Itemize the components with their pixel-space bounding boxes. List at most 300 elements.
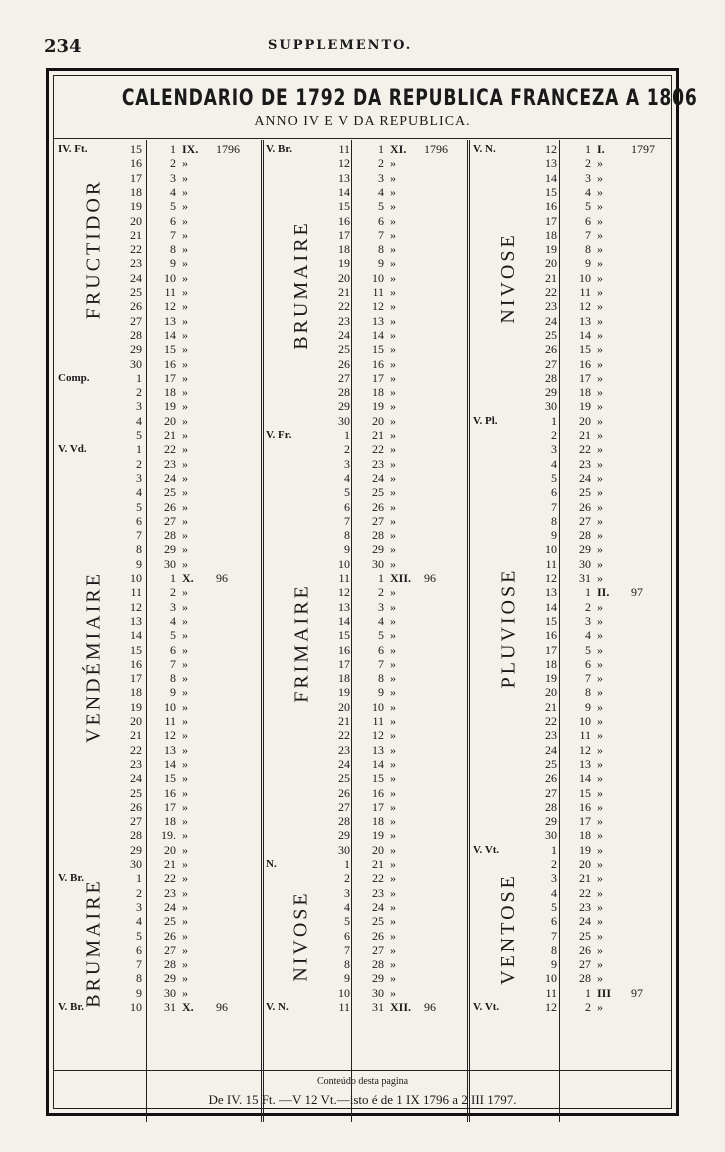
republican-day: 19 [545, 671, 557, 686]
republican-day: 18 [338, 242, 350, 257]
gregorian-month: » [390, 413, 396, 428]
calendar-table [46, 68, 698, 1116]
gregorian-month: » [182, 871, 188, 886]
gregorian-month: » [182, 699, 188, 714]
footer-summary [54, 1092, 671, 1108]
gregorian-year: 96 [216, 1000, 228, 1014]
republican-day: 11 [338, 142, 350, 156]
gregorian-month: » [390, 356, 396, 371]
republican-day: 10 [545, 542, 557, 557]
day-row [264, 714, 468, 728]
republican-month-label: N. [266, 858, 277, 870]
gregorian-month: » [597, 885, 603, 900]
day-row [471, 600, 675, 614]
republican-day: 7 [551, 928, 557, 943]
gregorian-month: » [390, 299, 396, 314]
day-row [471, 957, 675, 971]
republican-day: 11 [338, 1000, 350, 1014]
gregorian-year: 97 [631, 985, 643, 1000]
gregorian-month: » [597, 899, 603, 914]
gregorian-day: 25 [372, 485, 384, 500]
gregorian-day: 13 [372, 313, 384, 328]
republican-day: 21 [130, 227, 142, 242]
republican-day: 25 [130, 785, 142, 800]
gregorian-day: 21 [372, 857, 384, 871]
gregorian-day: 9 [378, 256, 384, 271]
gregorian-month: » [390, 156, 396, 171]
gregorian-month: » [390, 857, 396, 871]
day-row [471, 800, 675, 814]
day-row [264, 371, 468, 385]
day-row [471, 142, 675, 156]
day-row [56, 800, 260, 814]
gregorian-day: 6 [170, 213, 176, 228]
republican-month-label: V. Vt. [473, 1001, 500, 1013]
gregorian-day: 4 [585, 184, 591, 199]
gregorian-month: » [182, 613, 188, 628]
gregorian-month: » [597, 470, 603, 485]
gregorian-day: 20 [164, 413, 176, 428]
day-row [471, 1000, 675, 1014]
gregorian-month: » [597, 914, 603, 929]
gregorian-month: » [597, 313, 603, 328]
gregorian-day: 8 [170, 671, 176, 686]
republican-day: 23 [545, 299, 557, 314]
day-row [471, 299, 675, 313]
republican-day: 17 [545, 213, 557, 228]
republican-day: 20 [130, 714, 142, 728]
republican-day: 19 [130, 699, 142, 714]
gregorian-day: 1 [170, 571, 176, 585]
day-row [264, 557, 468, 571]
gregorian-month: » [390, 728, 396, 743]
day-row [264, 542, 468, 556]
republican-day: 30 [545, 828, 557, 843]
gregorian-day: 17 [164, 799, 176, 814]
gregorian-day: 4 [170, 184, 176, 199]
republican-day: 16 [338, 213, 350, 228]
gregorian-month: » [182, 656, 188, 671]
gregorian-month: » [597, 928, 603, 943]
day-row [471, 814, 675, 828]
gregorian-day: 8 [170, 242, 176, 257]
day-row [56, 600, 260, 614]
month-name: FRUCTIDOR [82, 179, 104, 320]
republican-day: 13 [130, 613, 142, 628]
day-row [56, 414, 260, 428]
gregorian-month: » [182, 842, 188, 857]
republican-month-label: V. Pl. [473, 414, 498, 427]
republican-day: 7 [344, 513, 350, 528]
republican-month-label: V. Br. [58, 1001, 84, 1013]
republican-day: 19 [338, 685, 350, 700]
republican-day: 28 [545, 370, 557, 385]
republican-day: 26 [545, 771, 557, 786]
gregorian-day: 26 [579, 942, 591, 957]
gregorian-month: » [182, 356, 188, 371]
gregorian-month: » [597, 628, 603, 643]
day-row [471, 771, 675, 785]
gregorian-month: » [390, 199, 396, 214]
republican-day: 13 [338, 170, 350, 185]
gregorian-day: 14 [164, 756, 176, 771]
republican-day: 17 [338, 227, 350, 242]
day-row [264, 442, 468, 456]
day-row [264, 428, 468, 442]
day-row [471, 671, 675, 685]
gregorian-day: 23 [164, 885, 176, 900]
republican-day: 1 [136, 871, 142, 886]
gregorian-day: 6 [170, 642, 176, 657]
gregorian-month: » [390, 442, 396, 457]
day-row [56, 500, 260, 514]
day-row [471, 743, 675, 757]
gregorian-month: » [597, 613, 603, 628]
day-row [56, 843, 260, 857]
gregorian-day: 22 [372, 871, 384, 886]
republican-day: 17 [130, 170, 142, 185]
republican-day: 30 [130, 356, 142, 371]
gregorian-day: 27 [372, 942, 384, 957]
day-row [264, 185, 468, 199]
gregorian-day: 24 [164, 899, 176, 914]
gregorian-day: 28 [164, 957, 176, 972]
republican-day: 23 [338, 313, 350, 328]
day-row [471, 571, 675, 585]
gregorian-month: » [597, 299, 603, 314]
gregorian-month: » [182, 628, 188, 643]
day-row [471, 271, 675, 285]
republican-day: 8 [136, 971, 142, 986]
day-row [264, 385, 468, 399]
republican-day: 24 [338, 756, 350, 771]
gregorian-day: 20 [372, 413, 384, 428]
gregorian-day: 1 [170, 142, 176, 156]
gregorian-month: » [390, 771, 396, 786]
republican-day: 12 [338, 156, 350, 171]
gregorian-month: X. [182, 1000, 194, 1014]
day-row [56, 628, 260, 642]
gregorian-day: 5 [378, 199, 384, 214]
day-row [471, 399, 675, 413]
gregorian-day: 26 [164, 928, 176, 943]
gregorian-month: » [390, 313, 396, 328]
republican-day: 25 [338, 342, 350, 357]
gregorian-month: » [182, 899, 188, 914]
gregorian-month: » [182, 184, 188, 199]
gregorian-month: » [182, 285, 188, 299]
republican-day: 22 [338, 728, 350, 743]
day-row [264, 485, 468, 499]
republican-day: 27 [545, 356, 557, 371]
republican-month-label: V. Br. [266, 143, 292, 155]
republican-day: 11 [545, 556, 557, 571]
republican-day: 1 [344, 428, 350, 442]
day-row [56, 142, 260, 156]
day-row [56, 471, 260, 485]
day-row [56, 399, 260, 413]
gregorian-day: 18 [372, 814, 384, 829]
republican-day: 22 [545, 714, 557, 728]
day-row [56, 214, 260, 228]
gregorian-day: 27 [372, 513, 384, 528]
gregorian-month: » [597, 213, 603, 228]
gregorian-month: » [182, 742, 188, 757]
day-row [56, 357, 260, 371]
gregorian-day: 20 [372, 842, 384, 857]
gregorian-day: 13 [579, 313, 591, 328]
republican-day: 9 [136, 556, 142, 571]
republican-day: 2 [136, 885, 142, 900]
gregorian-day: 17 [164, 370, 176, 385]
day-row [264, 156, 468, 170]
day-row [264, 800, 468, 814]
day-row [56, 871, 260, 885]
day-row [56, 271, 260, 285]
day-row [471, 500, 675, 514]
gregorian-day: 1 [378, 142, 384, 156]
gregorian-day: 24 [372, 470, 384, 485]
gregorian-month: » [597, 756, 603, 771]
republican-day: 5 [136, 928, 142, 943]
gregorian-month: » [390, 885, 396, 900]
calendar-subtitle: ANNO IV E V DA REPUBLICA. [254, 114, 471, 129]
gregorian-month: » [182, 485, 188, 500]
gregorian-month: » [390, 714, 396, 728]
republican-day: 9 [551, 957, 557, 972]
day-row [56, 929, 260, 943]
gregorian-day: 1 [585, 142, 591, 156]
gregorian-month: XII. [390, 571, 412, 585]
republican-day: 18 [130, 184, 142, 199]
gregorian-month: » [390, 470, 396, 485]
gregorian-month: » [390, 528, 396, 543]
republican-day: 7 [136, 957, 142, 972]
republican-day: 24 [545, 313, 557, 328]
day-row [56, 156, 260, 170]
gregorian-day: 12 [372, 299, 384, 314]
gregorian-day: 24 [372, 899, 384, 914]
republican-day: 6 [136, 942, 142, 957]
day-row [471, 485, 675, 499]
republican-day: 8 [344, 957, 350, 972]
gregorian-month: » [390, 642, 396, 657]
republican-day: 12 [545, 571, 557, 585]
gregorian-day: 6 [378, 213, 384, 228]
gregorian-month: » [390, 513, 396, 528]
gregorian-month: XI. [390, 142, 407, 156]
gregorian-day: 2 [170, 156, 176, 171]
gregorian-month: » [390, 428, 396, 442]
gregorian-month: » [182, 170, 188, 185]
day-row [264, 585, 468, 599]
gregorian-day: 10 [164, 270, 176, 285]
day-row [471, 986, 675, 1000]
gregorian-day: 12 [164, 728, 176, 743]
republican-day: 18 [545, 656, 557, 671]
month-name: VENDÉMIAIRE [82, 570, 104, 743]
day-row [56, 1000, 260, 1014]
day-row [56, 957, 260, 971]
gregorian-year: 1796 [216, 142, 240, 156]
gregorian-day: 2 [585, 156, 591, 171]
republican-day: 29 [545, 385, 557, 400]
day-row [264, 600, 468, 614]
gregorian-month: » [182, 299, 188, 314]
republican-day: 23 [130, 256, 142, 271]
republican-day: 30 [338, 413, 350, 428]
gregorian-month: » [597, 285, 603, 299]
republican-day: 21 [130, 728, 142, 743]
republican-day: 14 [545, 599, 557, 614]
day-row [471, 886, 675, 900]
gregorian-month: » [597, 184, 603, 199]
gregorian-month: » [597, 642, 603, 657]
day-row [264, 399, 468, 413]
gregorian-month: » [182, 828, 188, 843]
gregorian-month: » [182, 728, 188, 743]
header-rule [54, 138, 671, 139]
day-row [471, 828, 675, 842]
gregorian-day: 25 [579, 485, 591, 500]
gregorian-month: » [182, 156, 188, 171]
republican-day: 22 [545, 285, 557, 299]
republican-day: 25 [130, 285, 142, 299]
gregorian-month: » [182, 528, 188, 543]
gregorian-day: 18 [164, 385, 176, 400]
gregorian-day: 11 [579, 285, 591, 299]
day-row [56, 242, 260, 256]
calendar-column-1 [56, 142, 260, 1062]
republican-day: 10 [338, 985, 350, 1000]
gregorian-month: » [182, 814, 188, 829]
gregorian-month: » [182, 642, 188, 657]
day-row [264, 1000, 468, 1014]
gregorian-month: » [597, 942, 603, 957]
republican-month-label: IV. Ft. [58, 143, 88, 155]
day-row [56, 700, 260, 714]
gregorian-month: » [597, 842, 603, 857]
day-row [264, 628, 468, 642]
republican-day: 16 [130, 156, 142, 171]
day-row [471, 643, 675, 657]
gregorian-month: » [597, 957, 603, 972]
republican-day: 24 [338, 327, 350, 342]
day-row [56, 371, 260, 385]
gregorian-month: » [182, 199, 188, 214]
day-row [56, 514, 260, 528]
republican-day: 4 [136, 485, 142, 500]
gregorian-day: 19 [372, 828, 384, 843]
day-row [56, 614, 260, 628]
republican-day: 9 [344, 542, 350, 557]
day-row [56, 685, 260, 699]
gregorian-month: » [390, 928, 396, 943]
republican-day: 2 [551, 857, 557, 871]
gregorian-day: 31 [372, 1000, 384, 1014]
republican-day: 15 [545, 184, 557, 199]
day-row [471, 685, 675, 699]
republican-day: 9 [344, 971, 350, 986]
gregorian-day: 13 [164, 313, 176, 328]
gregorian-day: 9 [585, 256, 591, 271]
gregorian-month: » [597, 485, 603, 500]
gregorian-day: 12 [579, 299, 591, 314]
day-row [264, 271, 468, 285]
republican-day: 26 [130, 799, 142, 814]
gregorian-day: 18 [579, 828, 591, 843]
gregorian-day: 5 [378, 628, 384, 643]
gregorian-month: » [390, 914, 396, 929]
day-row [471, 657, 675, 671]
gregorian-day: 26 [372, 928, 384, 943]
gregorian-day: 14 [579, 771, 591, 786]
day-row [264, 857, 468, 871]
day-row [264, 728, 468, 742]
gregorian-month: » [390, 957, 396, 972]
day-row [471, 542, 675, 556]
gregorian-month: » [182, 399, 188, 414]
gregorian-day: 28 [579, 971, 591, 986]
gregorian-month: » [182, 413, 188, 428]
republican-day: 5 [344, 485, 350, 500]
gregorian-day: 19 [372, 399, 384, 414]
gregorian-day: 8 [378, 671, 384, 686]
gregorian-day: 5 [585, 199, 591, 214]
republican-day: 12 [130, 599, 142, 614]
gregorian-day: 24 [164, 470, 176, 485]
day-row [56, 457, 260, 471]
republican-day: 15 [130, 142, 142, 156]
gregorian-day: 28 [164, 528, 176, 543]
gregorian-day: 11 [164, 285, 176, 299]
republican-day: 14 [338, 613, 350, 628]
republican-day: 1 [136, 442, 142, 457]
gregorian-month: » [390, 499, 396, 514]
gregorian-day: 7 [378, 227, 384, 242]
gregorian-day: 5 [170, 628, 176, 643]
day-row [471, 786, 675, 800]
gregorian-day: 23 [372, 456, 384, 471]
republican-day: 5 [136, 428, 142, 442]
republican-day: 29 [130, 342, 142, 357]
gregorian-day: 18 [579, 385, 591, 400]
gregorian-day: 10 [164, 699, 176, 714]
day-row [264, 814, 468, 828]
gregorian-month: » [182, 556, 188, 571]
calendar-column-3 [471, 142, 675, 1062]
republican-day: 30 [130, 857, 142, 871]
gregorian-month: » [390, 685, 396, 700]
gregorian-day: 23 [164, 456, 176, 471]
calendar-title: CALENDARIO DE 1792 DA REPUBLICA FRANCEZA A 1806 [121, 86, 698, 111]
day-row [56, 771, 260, 785]
gregorian-day: 23 [579, 899, 591, 914]
republican-day: 13 [545, 585, 557, 600]
gregorian-month: » [182, 756, 188, 771]
day-row [56, 171, 260, 185]
republican-day: 24 [130, 270, 142, 285]
gregorian-year: 97 [631, 585, 643, 600]
republican-day: 18 [545, 227, 557, 242]
gregorian-month: » [390, 599, 396, 614]
republican-day: 3 [136, 899, 142, 914]
republican-day: 8 [136, 542, 142, 557]
gregorian-day: 14 [372, 756, 384, 771]
day-row [471, 171, 675, 185]
gregorian-month: » [597, 671, 603, 686]
republican-day: 22 [130, 242, 142, 257]
